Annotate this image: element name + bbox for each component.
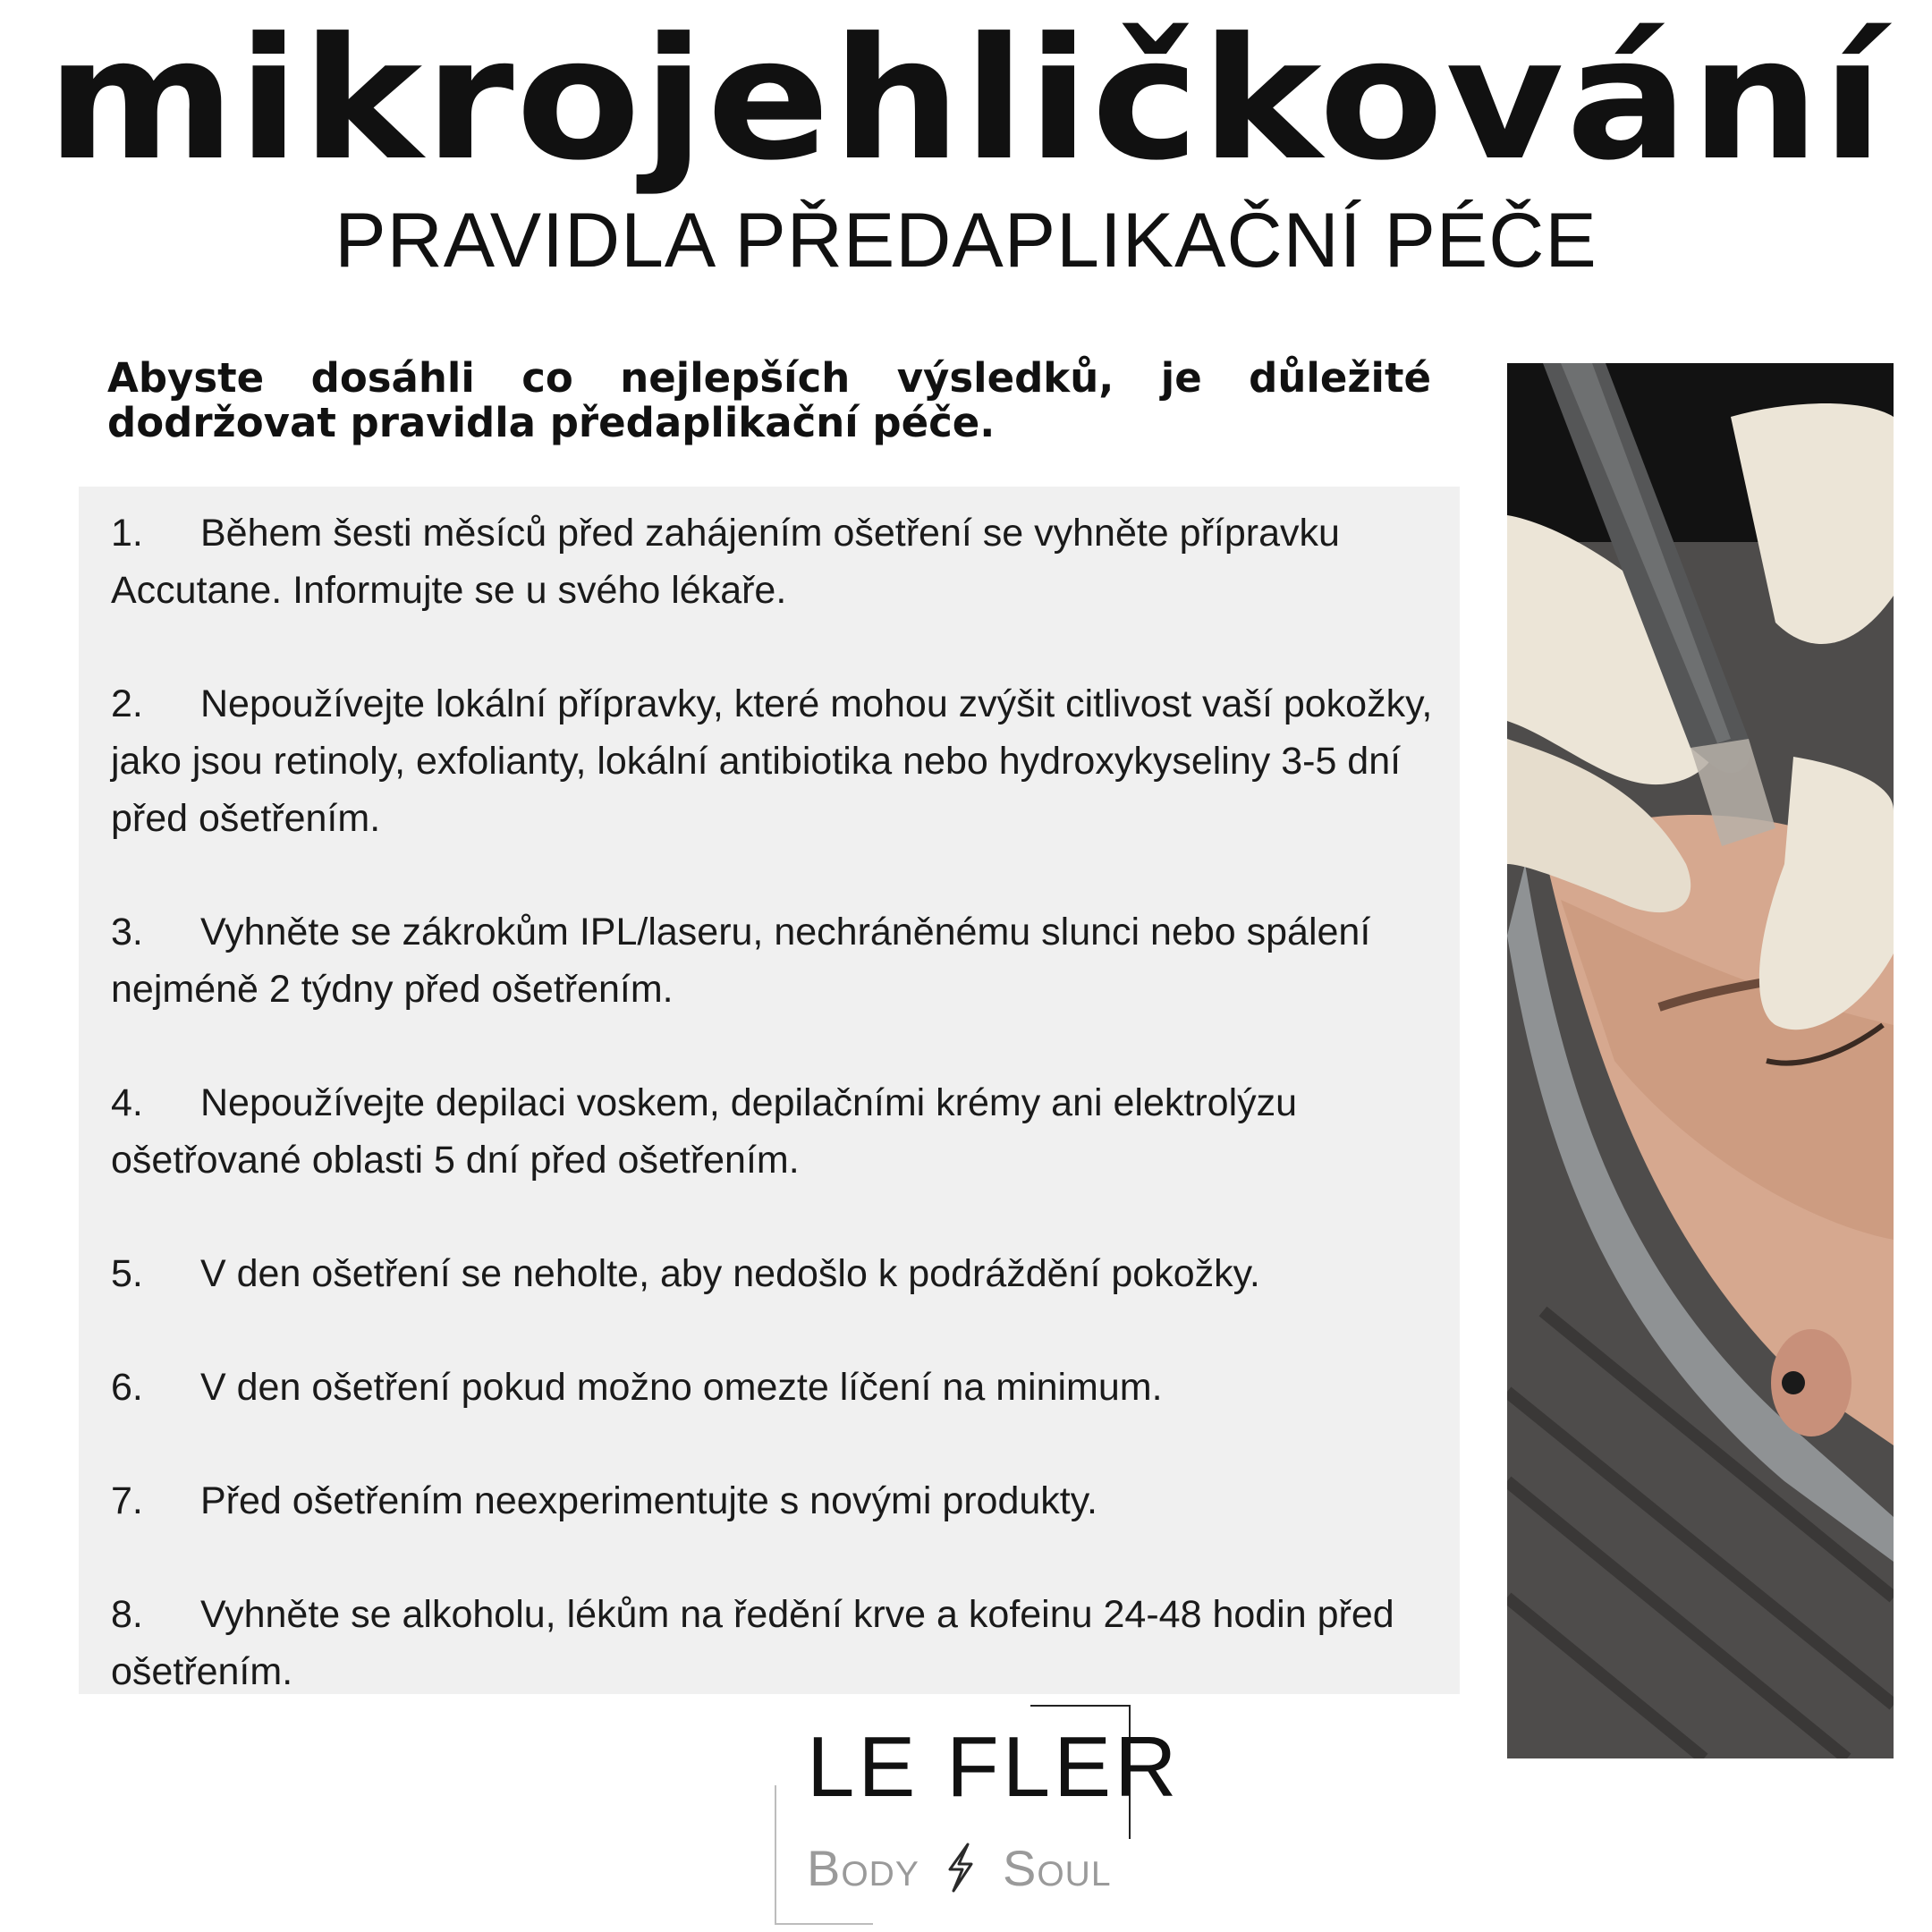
rules-list xyxy=(111,504,1444,1700)
le-fler-logo xyxy=(771,1705,1181,1928)
logo-tagline-body: Body xyxy=(807,1840,919,1896)
rule-item xyxy=(111,903,1444,1018)
treatment-photo xyxy=(1507,363,1894,1758)
rule-number: 2. xyxy=(111,682,143,725)
lightning-icon xyxy=(945,1843,977,1893)
rule-text: Před ošetřením neexperimentujte s novými produkty. xyxy=(200,1479,1098,1522)
rule-number: 4. xyxy=(111,1081,143,1124)
logo-frame-top xyxy=(1030,1705,1131,1707)
rule-text: V den ošetření pokud možno omezte líčení na minimum. xyxy=(200,1366,1163,1409)
rule-text: Vyhněte se zákrokům IPL/laseru, nechráněnému slunci nebo spálení nejméně 2 týdny před ošetřením. xyxy=(111,911,1371,1011)
rule-text: Nepoužívejte lokální přípravky, které mohou zvýšit citlivost vaší pokožky, jako jsou retinoly, exfolianty, lokální antibiotika nebo hydroxykyseliny 3-5 dní před ošetřením. xyxy=(111,682,1433,840)
rule-item xyxy=(111,1245,1444,1302)
intro-text: Abyste dosáhli co nejlepších výsledků, je důležité dodržovat pravidla předaplikační péče. xyxy=(107,354,1431,447)
rule-text: V den ošetření se neholte, aby nedošlo k podráždění pokožky. xyxy=(200,1252,1260,1295)
rule-number: 5. xyxy=(111,1252,143,1295)
logo-tagline-soul: Soul xyxy=(1003,1840,1112,1896)
rule-number: 8. xyxy=(111,1593,143,1636)
rule-number: 6. xyxy=(111,1366,143,1409)
rule-item xyxy=(111,1586,1444,1700)
page-title: mikrojehličkování xyxy=(46,2,1886,198)
rule-item xyxy=(111,1359,1444,1416)
rule-text: Nepoužívejte depilaci voskem, depilačními krémy ani elektrolýzu ošetřované oblasti 5 dní před ošetřením. xyxy=(111,1081,1298,1182)
rule-text: Během šesti měsíců před zahájením ošetření se vyhněte přípravku Accutane. Informujte se u svého lékaře. xyxy=(111,512,1340,612)
logo-tagline xyxy=(807,1840,1112,1896)
logo-frame-bottom xyxy=(775,1923,873,1925)
rule-item xyxy=(111,675,1444,847)
rule-number: 3. xyxy=(111,911,143,953)
rule-number: 7. xyxy=(111,1479,143,1522)
microneedling-photo-icon xyxy=(1507,363,1894,1758)
rules-panel xyxy=(79,487,1460,1694)
rule-text: Vyhněte se alkoholu, lékům na ředění krve a kofeinu 24-48 hodin před ošetřením. xyxy=(111,1593,1394,1693)
rule-number: 1. xyxy=(111,512,143,555)
rule-item xyxy=(111,1074,1444,1189)
rule-item xyxy=(111,504,1444,619)
page-subtitle: PRAVIDLA PŘEDAPLIKAČNÍ PÉČE xyxy=(335,198,1597,284)
logo-frame-left xyxy=(775,1785,776,1925)
logo-name: LE FLER xyxy=(807,1719,1181,1815)
rule-item xyxy=(111,1472,1444,1530)
